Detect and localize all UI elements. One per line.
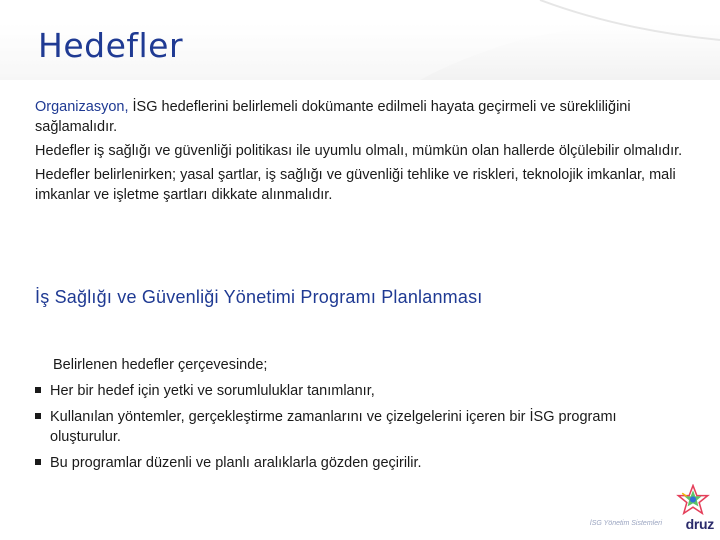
intro-paragraph-2: Hedefler iş sağlığı ve güvenliği politikası ile uyumlu olmalı, mümkün olan hallerde ölçülebilir olmalıdır. [35, 143, 683, 159]
slide-title: Hedefler [38, 26, 184, 65]
intro-paragraph-3: Hedefler belirlenirken; yasal şartlar, iş sağlığı ve güvenliği tehlike ve riskleri, teknolojik imkanlar, mali imkanlar ve işletme şartları dikkate alınmalıdır. [35, 167, 676, 203]
program-list [35, 381, 675, 473]
intro-paragraph-1-text: İSG hedeflerini belirlemeli dokümante edilmeli hayata geçirmeli ve sürekliliğini sağlamalıdır. [35, 99, 631, 135]
section-heading: İş Sağlığı ve Güvenliği Yönetimi Programı Planlanması [35, 287, 483, 307]
footer-caption: İSG Yönetim Sistemleri [589, 520, 662, 527]
square-bullet-icon [35, 387, 41, 393]
list-item-text: Her bir hedef için yetki ve sorumluluklar tanımlanır, [50, 383, 375, 399]
intro-text [35, 97, 685, 209]
list-item-text: Bu programlar düzenli ve planlı aralıklarla gözden geçirilir. [50, 455, 422, 471]
list-item [35, 381, 675, 401]
square-bullet-icon [35, 459, 41, 465]
intro-paragraph-1 [35, 97, 685, 137]
list-item-text: Kullanılan yöntemler, gerçekleştirme zamanlarını ve çizelgelerini içeren bir İSG programı oluşturulur. [50, 409, 617, 445]
square-bullet-icon [35, 413, 41, 419]
list-item [35, 407, 675, 447]
list-item [35, 453, 675, 473]
program-section [35, 355, 675, 479]
intro-accent-word: Organizasyon, [35, 99, 129, 115]
program-lead: Belirlenen hedefler çerçevesinde; [53, 357, 268, 373]
star-logo-icon [676, 484, 710, 518]
brand-logo-text: druz [685, 516, 714, 532]
